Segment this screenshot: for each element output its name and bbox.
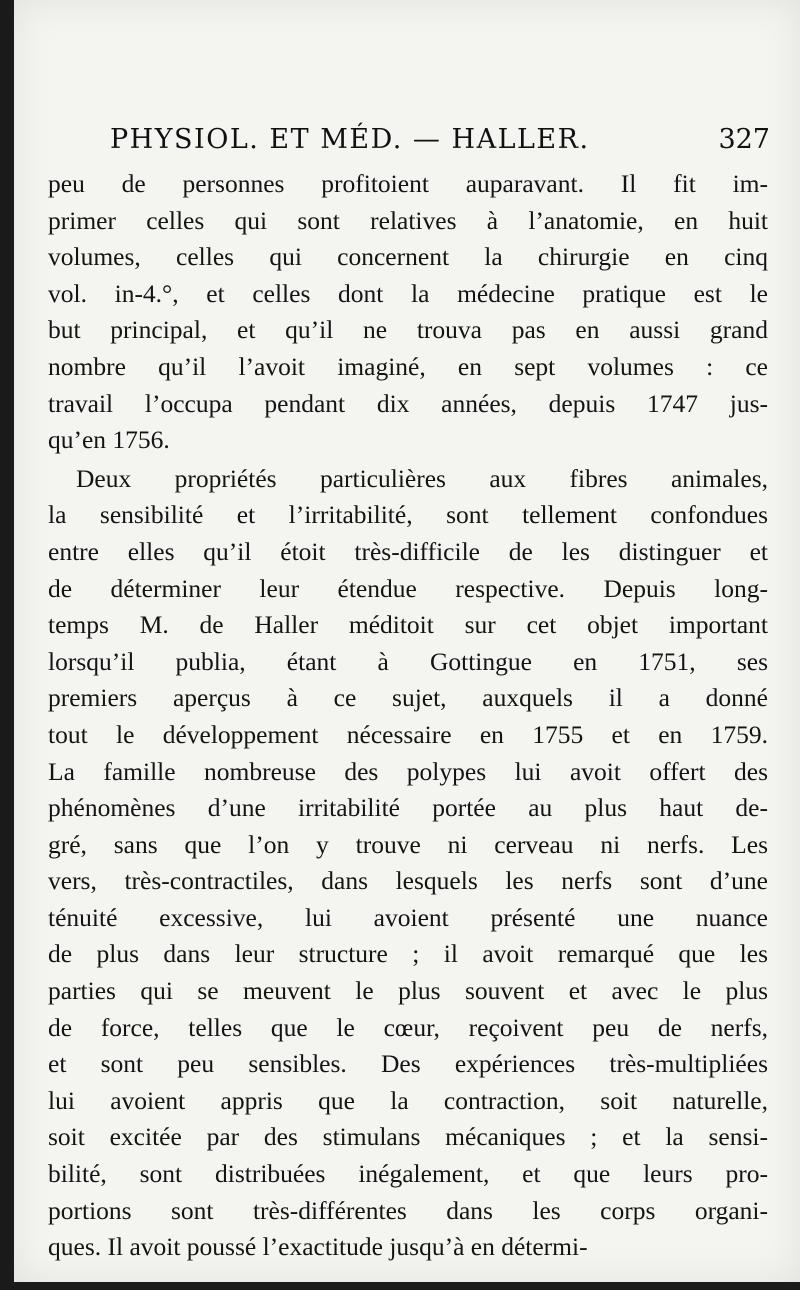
text-line: portions sont très-différentes dans les corps organi-	[48, 1195, 768, 1225]
running-header	[110, 124, 770, 168]
text-line: but principal, et qu’il ne trouva pas en aussi grand	[48, 315, 768, 345]
text-line: vol. in-4.°, et celles dont la médecine pratique est le	[48, 278, 768, 308]
text-line: peu de personnes profitoient auparavant. Il fit im-	[48, 169, 768, 198]
text-line: soit excitée par des stimulans mécaniques ; et la sensi-	[48, 1122, 768, 1152]
text-line: phénomènes d’une irritabilité portée au plus haut de-	[48, 793, 768, 823]
text-line: primer celles qui sont relatives à l’anatomie, en huit	[48, 205, 768, 235]
text-line: ténuité excessive, lui avoient présenté une nuance	[48, 902, 768, 932]
text-line: la sensibilité et l’irritabilité, sont tellement confondues	[48, 500, 768, 530]
text-line: lorsqu’il publia, étant à Gottingue en 1751, ses	[48, 646, 768, 676]
text-line: tout le développement nécessaire en 1755 et en 1759.	[48, 719, 768, 749]
text-line: lui avoient appris que la contraction, soit naturelle,	[48, 1085, 768, 1115]
text-line: gré, sans que l’on y trouve ni cerveau ni nerfs. Les	[48, 829, 768, 859]
text-line: de force, telles que le cœur, reçoivent peu de nerfs,	[48, 1012, 768, 1042]
text-line: vers, très-contractiles, dans lesquels les nerfs sont d’une	[48, 866, 768, 896]
page-number: 327	[718, 124, 770, 155]
text-line: de déterminer leur étendue respective. Depuis long-	[48, 573, 768, 603]
book-page	[14, 0, 800, 1282]
text-line: volumes, celles qui concernent la chirurgie en cinq	[48, 242, 768, 272]
text-line: ques. Il avoit poussé l’exactitude jusqu’à en détermi-	[48, 1232, 588, 1262]
text-line: et sont peu sensibles. Des expériences très-multipliées	[48, 1049, 768, 1079]
paragraph	[48, 461, 768, 1266]
text-line: travail l’occupa pendant dix années, depuis 1747 jus-	[48, 388, 768, 418]
paragraph	[48, 166, 768, 459]
text-line: premiers aperçus à ce sujet, auxquels il a donné	[48, 683, 768, 713]
text-line: bilité, sont distribuées inégalement, et que leurs pro-	[48, 1159, 768, 1189]
text-line: temps M. de Haller méditoit sur cet objet important	[48, 610, 768, 640]
text-line: de plus dans leur structure ; il avoit remarqué que les	[48, 939, 768, 969]
body-text	[48, 166, 768, 1266]
text-line: nombre qu’il l’avoit imaginé, en sept volumes : ce	[48, 351, 768, 381]
text-line: entre elles qu’il étoit très-difficile de les distinguer et	[48, 536, 768, 566]
text-line: parties qui se meuvent le plus souvent et avec le plus	[48, 976, 768, 1006]
text-line: Deux propriétés particulières aux fibres animales,	[76, 463, 768, 493]
text-line: La famille nombreuse des polypes lui avoit offert des	[48, 756, 768, 786]
text-line: qu’en 1756.	[48, 425, 170, 455]
scan-edge	[0, 1282, 800, 1290]
header-title: PHYSIOL. ET MÉD. — HALLER.	[110, 124, 590, 155]
